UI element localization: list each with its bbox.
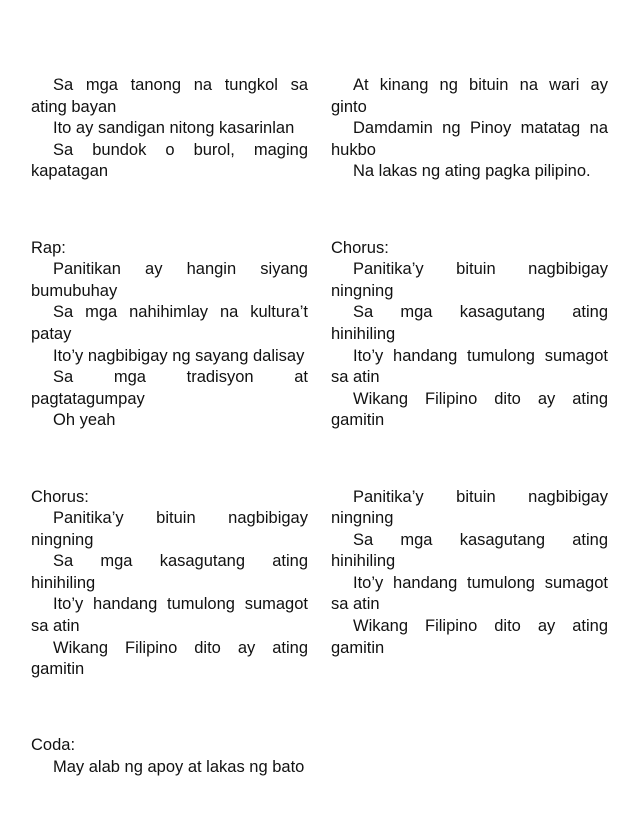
lyric-line: Oh yeah	[53, 411, 116, 430]
lyrics-column-right	[331, 75, 608, 659]
lyric-line: Sa mga tanong na tungkol sa ating bayan	[31, 76, 308, 116]
lyric-line: Ito ay sandigan nitong kasarinlan	[53, 119, 295, 138]
section-heading: Chorus:	[331, 238, 389, 257]
lyric-line: Panitika’y bituin nagbibigay ningning	[31, 509, 308, 549]
stanza-spacer	[331, 199, 608, 221]
section-heading: Rap:	[31, 238, 66, 257]
lyric-line: Panitika’y bituin nagbibigay ningning	[331, 487, 608, 528]
lyric-line: Wikang Filipino dito ay ating gamitin	[31, 638, 308, 679]
section-heading: Chorus:	[31, 487, 89, 506]
lyric-line: Sa mga kasagutang ating hinihiling	[331, 303, 608, 343]
lyric-line: Panitikan ay hangin siyang bumubuhay	[31, 260, 308, 300]
stanza-spacer	[31, 448, 308, 470]
lyric-line: Wikang Filipino dito ay ating gamitin	[331, 617, 608, 657]
lyric-line: Wikang Filipino dito ay ating gamitin	[331, 389, 608, 430]
lyric-line: Sa mga kasagutang ating hinihiling	[31, 552, 308, 592]
lyric-line: Ito’y handang tumulong sumagot sa atin	[331, 573, 608, 614]
lyric-line: Sa mga tradisyon at pagtatagumpay	[31, 368, 308, 408]
stanza-spacer	[331, 448, 608, 470]
lyric-line: Ito’y handang tumulong sumagot sa atin	[331, 346, 608, 387]
section-heading: Coda:	[31, 736, 76, 755]
lyric-line: Sa mga nahihimlay na kultura’t patay	[31, 303, 308, 343]
lyric-line: Damdamin ng Pinoy matatag na hukbo	[331, 119, 608, 159]
lyric-line: May alab ng apoy at lakas ng bato	[53, 758, 305, 777]
stanza-spacer	[31, 199, 308, 221]
lyric-line: Sa bundok o burol, maging kapatagan	[31, 140, 308, 181]
stanza-spacer	[31, 697, 308, 719]
lyrics-column-left	[31, 75, 308, 779]
lyric-line: Panitika’y bituin nagbibigay ningning	[331, 260, 608, 300]
lyric-line: Ito’y handang tumulong sumagot sa atin	[31, 595, 308, 636]
lyric-line: Sa mga kasagutang ating hinihiling	[331, 530, 608, 571]
lyric-line: Ito’y nagbibigay ng sayang dalisay	[53, 346, 305, 365]
lyric-line: At kinang ng bituin na wari ay ginto	[331, 76, 608, 116]
lyric-line: Na lakas ng ating pagka pilipino.	[353, 162, 591, 181]
